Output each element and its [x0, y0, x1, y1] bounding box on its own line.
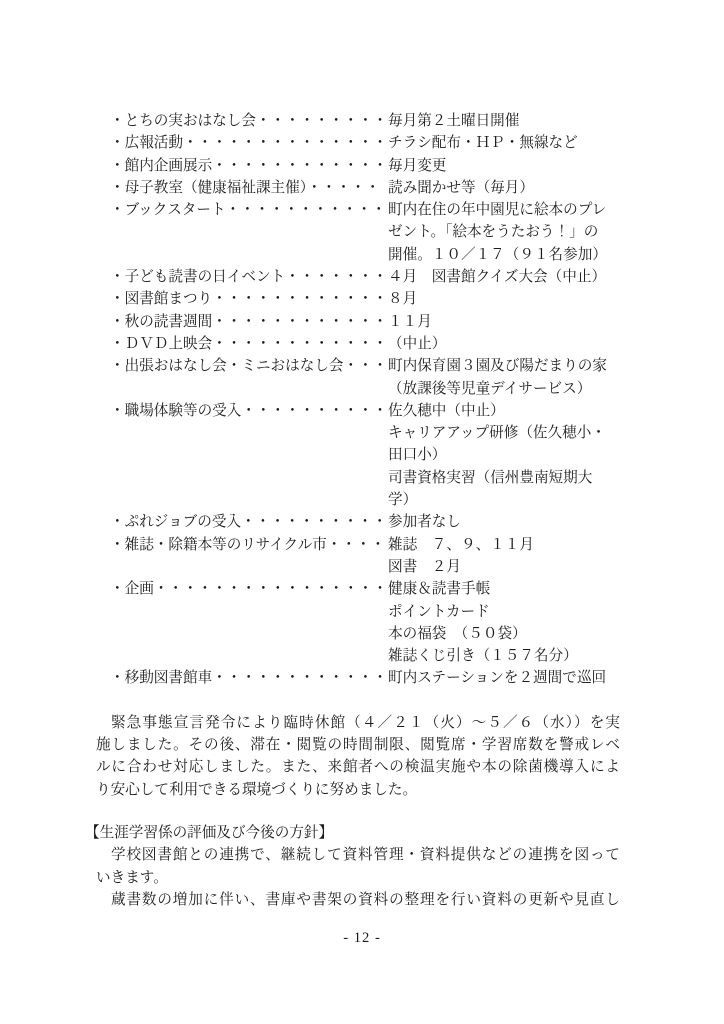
section-paragraph-1 — [96, 844, 620, 889]
list-item-values — [388, 355, 620, 400]
list-item-value: 図書 ２月 — [388, 558, 461, 575]
list-item-value: （放課後等児童デイサービス） — [388, 380, 592, 397]
list-item-value: ゼント。「絵本をうたおう！」の — [388, 224, 599, 241]
paragraph-line: 施しました。その後、滞在・閲覧の時間制限、閲覧席・学習席数を警戒レベ — [96, 737, 620, 754]
paragraph-line: 学校図書館との連携で、継続して資料管理・資料提供などの連携を図って — [111, 847, 620, 864]
list-item-values — [388, 266, 620, 288]
list-item-value: チラシ配布・ＨＰ・無線など — [388, 135, 578, 152]
list-item-value: 司書資格実習（信州豊南短期大 — [388, 469, 593, 486]
activity-list — [110, 110, 620, 690]
list-item-value: キャリアアップ研修（佐久穂小・ — [388, 425, 606, 442]
list-item-values — [388, 667, 620, 689]
list-item-label: ・雑誌・除籍本等のリサイクル市・・・・ — [110, 536, 386, 553]
list-item-label: ・子ども読書の日イベント・・・・・・・ — [110, 269, 388, 286]
list-item-value: 毎月第２土曜日開催 — [388, 113, 520, 129]
list-item-value: 町内保育園３園及び陽だまりの家 — [388, 358, 607, 375]
list-item-value: 佐久穂中（中止） — [388, 402, 505, 419]
list-item-label: ・図書館まつり・・・・・・・・・・・・ — [110, 291, 388, 308]
list-item — [110, 288, 620, 310]
list-item-label: ・職場体験等の受入・・・・・・・・・・ — [110, 402, 388, 419]
list-item-label: ・出張おはなし会・ミニおはなし会・・・ — [110, 358, 388, 375]
list-item — [110, 155, 620, 177]
evaluation-section — [85, 822, 620, 911]
list-item-label: ・企画・・・・・・・・・・・・・・・・ — [110, 581, 388, 598]
list-item-value: 健康＆読書手帳 — [388, 581, 491, 598]
page-content — [85, 110, 620, 911]
list-item-values — [388, 177, 620, 199]
list-item — [110, 667, 620, 689]
list-item-values — [388, 311, 620, 333]
list-item — [110, 355, 620, 400]
list-item — [110, 110, 620, 132]
list-item — [110, 400, 620, 511]
list-item-label: ・秋の読書週間・・・・・・・・・・・・ — [110, 313, 388, 330]
list-item — [110, 534, 620, 579]
list-item-value: 本の福袋 （５０袋） — [388, 625, 527, 642]
list-item-value: ４月 図書館クイズ大会（中止） — [388, 269, 607, 286]
list-item-value: １１月 — [388, 313, 432, 330]
page-number: - 12 - — [343, 930, 381, 946]
list-item-values — [388, 199, 620, 266]
list-item-values — [388, 578, 620, 667]
list-item-value: 参加者なし — [388, 514, 461, 531]
list-item-value: ８月 — [388, 291, 418, 308]
list-item-values — [388, 333, 620, 355]
list-item — [110, 333, 620, 355]
list-item-value: 町内在住の年中園児に絵本のプレ — [388, 202, 607, 219]
list-item-label: ・ＤＶＤ上映会・・・・・・・・・・・・ — [110, 335, 388, 352]
paragraph-line: り安心して利用できる環境づくりに努めました。 — [96, 781, 418, 798]
list-item-label: ・広報活動・・・・・・・・・・・・・・ — [110, 135, 388, 152]
list-item — [110, 266, 620, 288]
list-item-value: 町内ステーションを２週間で巡回 — [388, 670, 607, 687]
list-item — [110, 132, 620, 154]
list-item-label: ・館内企画展示・・・・・・・・・・・・ — [110, 157, 388, 174]
list-item-label: ・移動図書館車・・・・・・・・・・・・ — [110, 670, 388, 687]
list-item-values — [388, 400, 620, 511]
list-item-values — [388, 511, 620, 533]
list-item — [110, 199, 620, 266]
paragraph-line: 緊急事態宣言発令により臨時休館（４／２１（火）〜５／６（水））を実 — [111, 714, 620, 731]
section-heading: 【生涯学習係の評価及び今後の方針】 — [85, 824, 334, 841]
closing-paragraph — [96, 712, 620, 801]
list-item — [110, 511, 620, 533]
section-paragraph-2 — [96, 889, 620, 911]
list-item-value: （中止） — [388, 335, 447, 352]
list-item-values — [388, 288, 620, 310]
list-item-value: 学） — [388, 492, 418, 509]
list-item-values — [388, 534, 620, 579]
list-item-value: 読み聞かせ等（毎月） — [388, 179, 534, 196]
list-item-label: ・とちの実おはなし会・・・・・・・・・ — [110, 113, 388, 129]
list-item-value: 雑誌くじ引き（１５７名分） — [388, 648, 578, 665]
list-item-label: ・ブックスタート・・・・・・・・・・・ — [110, 202, 387, 219]
list-item-value: 田口小） — [388, 447, 447, 464]
list-item — [110, 311, 620, 333]
list-item — [110, 177, 620, 199]
list-item-values — [388, 110, 620, 132]
list-item-value: 毎月変更 — [388, 157, 447, 174]
list-item-label: ・母子教室（健康福祉課主催）・・・・・ — [110, 179, 380, 196]
paragraph-line: 蔵書数の増加に伴い、書庫や書架の資料の整理を行い資料の更新や見直し — [111, 891, 620, 908]
list-item-values — [388, 132, 620, 154]
list-item-value: 雑誌 ７、９、１１月 — [388, 536, 534, 553]
list-item-label: ・ぷれジョブの受入・・・・・・・・・・ — [110, 514, 387, 531]
paragraph-line: ルに合わせ対応しました。また、来館者への検温実施や本の除菌機導入によ — [96, 759, 620, 776]
list-item-value: ポイントカード — [388, 603, 490, 620]
paragraph-line: いきます。 — [96, 869, 168, 886]
list-item-values — [388, 155, 620, 177]
list-item-value: 開催。１０／１７（９１名参加） — [388, 246, 607, 263]
list-item — [110, 578, 620, 667]
